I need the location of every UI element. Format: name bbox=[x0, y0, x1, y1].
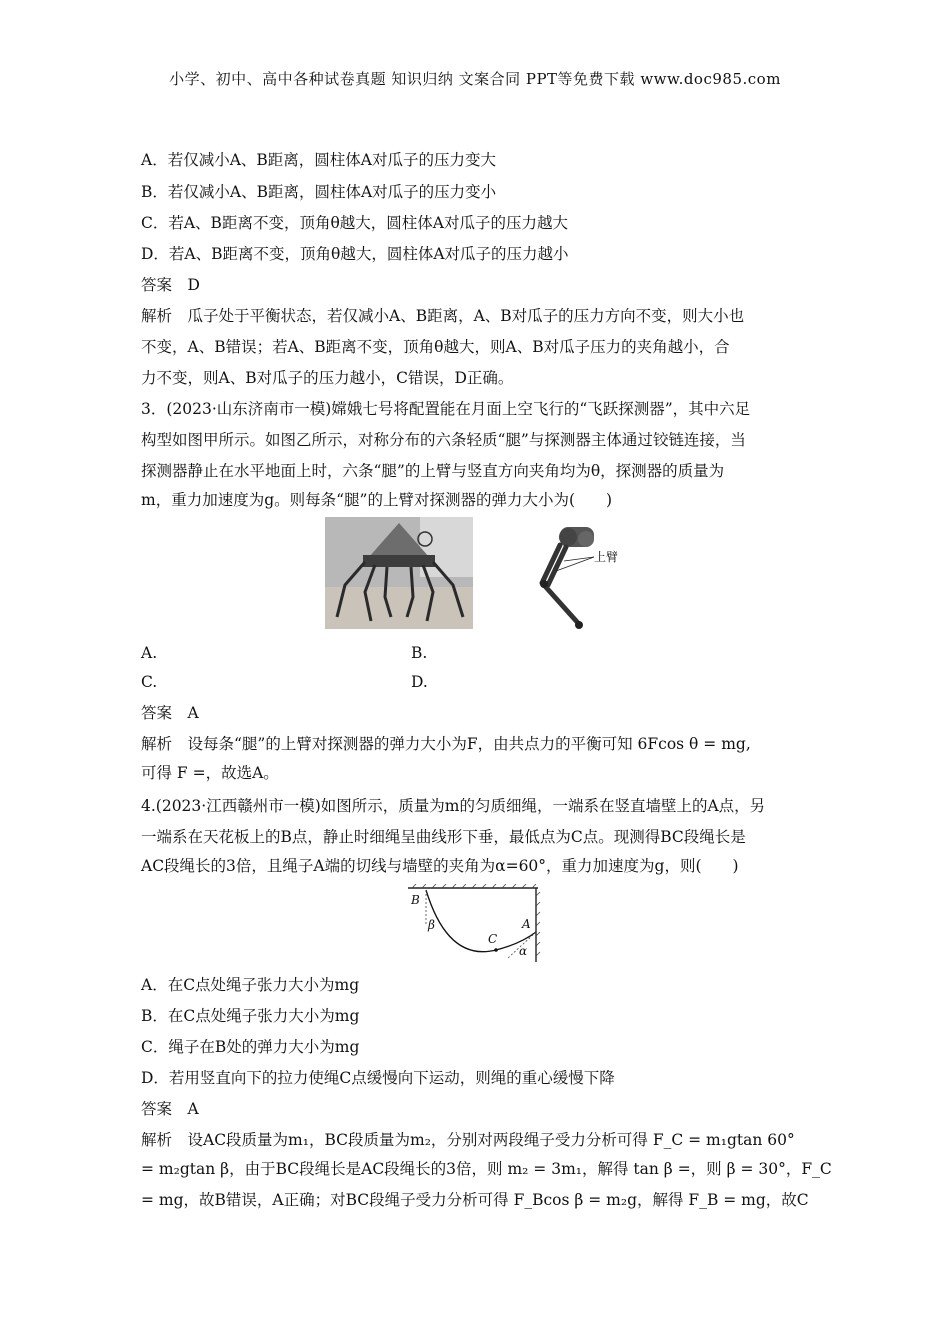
q3-stem-line-3: 探测器静止在水平地面上时，六条“腿”的上臂与竖直方向夹角均为θ，探测器的质量为 bbox=[141, 462, 725, 480]
label-c: C bbox=[488, 932, 498, 946]
leg-figure bbox=[530, 515, 640, 635]
q3-analysis-line-1: 解析 设每条“腿”的上臂对探测器的弹力大小为F，由共点力的平衡可知 6Fcos θ = mg, bbox=[141, 735, 751, 753]
q3-stem-line-2: 构型如图甲所示。如图乙所示，对称分布的六条轻质“腿”与探测器主体通过铰链连接，当 bbox=[141, 431, 746, 449]
rope-diagram bbox=[408, 884, 543, 964]
q3-stem-line-4: m，重力加速度为g。则每条“腿”的上臂对探测器的弹力大小为( ) bbox=[141, 491, 613, 509]
q2-option-a: A．若仅减小A、B距离，圆柱体A对瓜子的压力变大 bbox=[141, 151, 496, 169]
q3-stem-line-1: 3．(2023·山东济南市一模)嫦娥七号将配置能在月面上空飞行的“飞跃探测器”，其中六足 bbox=[141, 400, 751, 418]
q4-answer: 答案 A bbox=[141, 1100, 199, 1118]
detector-photo bbox=[325, 517, 473, 629]
q4-stem-line-3: AC段绳长的3倍，且绳子A端的切线与墙壁的夹角为α=60°，重力加速度为g，则( ) bbox=[141, 857, 739, 875]
q4-option-b: B．在C点处绳子张力大小为mg bbox=[141, 1007, 360, 1025]
upper-arm-label: 上臂 bbox=[594, 550, 619, 564]
q2-analysis-line-1: 解析 瓜子处于平衡状态，若仅减小A、B距离，A、B对瓜子的压力方向不变，则大小也 bbox=[141, 307, 745, 325]
q2-option-c: C．若A、B距离不变，顶角θ越大，圆柱体A对瓜子的压力越大 bbox=[141, 214, 568, 232]
label-a: A bbox=[522, 917, 531, 931]
q4-analysis-line-1: 解析 设AC段质量为m₁，BC段质量为m₂，分别对两段绳子受力分析可得 F_C = m₁gtan 60° bbox=[141, 1131, 795, 1149]
q2-option-b: B．若仅减小A、B距离，圆柱体A对瓜子的压力变小 bbox=[141, 183, 497, 201]
q3-option-d: D. bbox=[411, 673, 428, 691]
label-alpha: α bbox=[519, 944, 528, 958]
q2-analysis-line-3: 力不变，则A、B对瓜子的压力越小，C错误，D正确。 bbox=[141, 369, 514, 387]
q3-answer: 答案 A bbox=[141, 704, 199, 722]
q4-stem-line-1: 4.(2023·江西赣州市一模)如图所示，质量为m的匀质细绳，一端系在竖直墙壁上的A点，另 bbox=[141, 797, 766, 815]
q3-option-c: C. bbox=[141, 673, 158, 691]
q4-analysis-line-2: = m₂gtan β，由于BC段绳长是AC段绳长的3倍，则 m₂ = 3m₁，解得 tan β =，则 β = 30°，F_C bbox=[141, 1160, 832, 1178]
q3-analysis-line-2: 可得 F =，故选A。 bbox=[141, 764, 279, 782]
label-b: B bbox=[411, 893, 420, 907]
q2-option-d: D．若A、B距离不变，顶角θ越大，圆柱体A对瓜子的压力越小 bbox=[141, 245, 569, 263]
q4-option-d: D．若用竖直向下的拉力使绳C点缓慢向下运动，则绳的重心缓慢下降 bbox=[141, 1069, 615, 1087]
q4-stem-line-2: 一端系在天花板上的B点，静止时细绳呈曲线形下垂，最低点为C点。现测得BC段绳长是 bbox=[141, 828, 746, 846]
q3-option-b: B. bbox=[411, 644, 428, 662]
q2-answer: 答案 D bbox=[141, 276, 200, 294]
q2-analysis-line-2: 不变，A、B错误；若A、B距离不变，顶角θ越大，则A、B对瓜子压力的夹角越小，合 bbox=[141, 338, 730, 356]
q4-analysis-line-3: = mg，故B错误，A正确；对BC段绳子受力分析可得 F_Bcos β = m₂g，解得 F_B = mg，故C bbox=[141, 1191, 809, 1209]
q3-option-a: A. bbox=[141, 644, 158, 662]
label-beta: β bbox=[428, 918, 435, 932]
q4-option-a: A．在C点处绳子张力大小为mg bbox=[141, 976, 360, 994]
page-header: 小学、初中、高中各种试卷真题 知识归纳 文案合同 PPT等免费下载 www.doc985.com bbox=[169, 70, 781, 88]
q4-option-c: C．绳子在B处的弹力大小为mg bbox=[141, 1038, 360, 1056]
